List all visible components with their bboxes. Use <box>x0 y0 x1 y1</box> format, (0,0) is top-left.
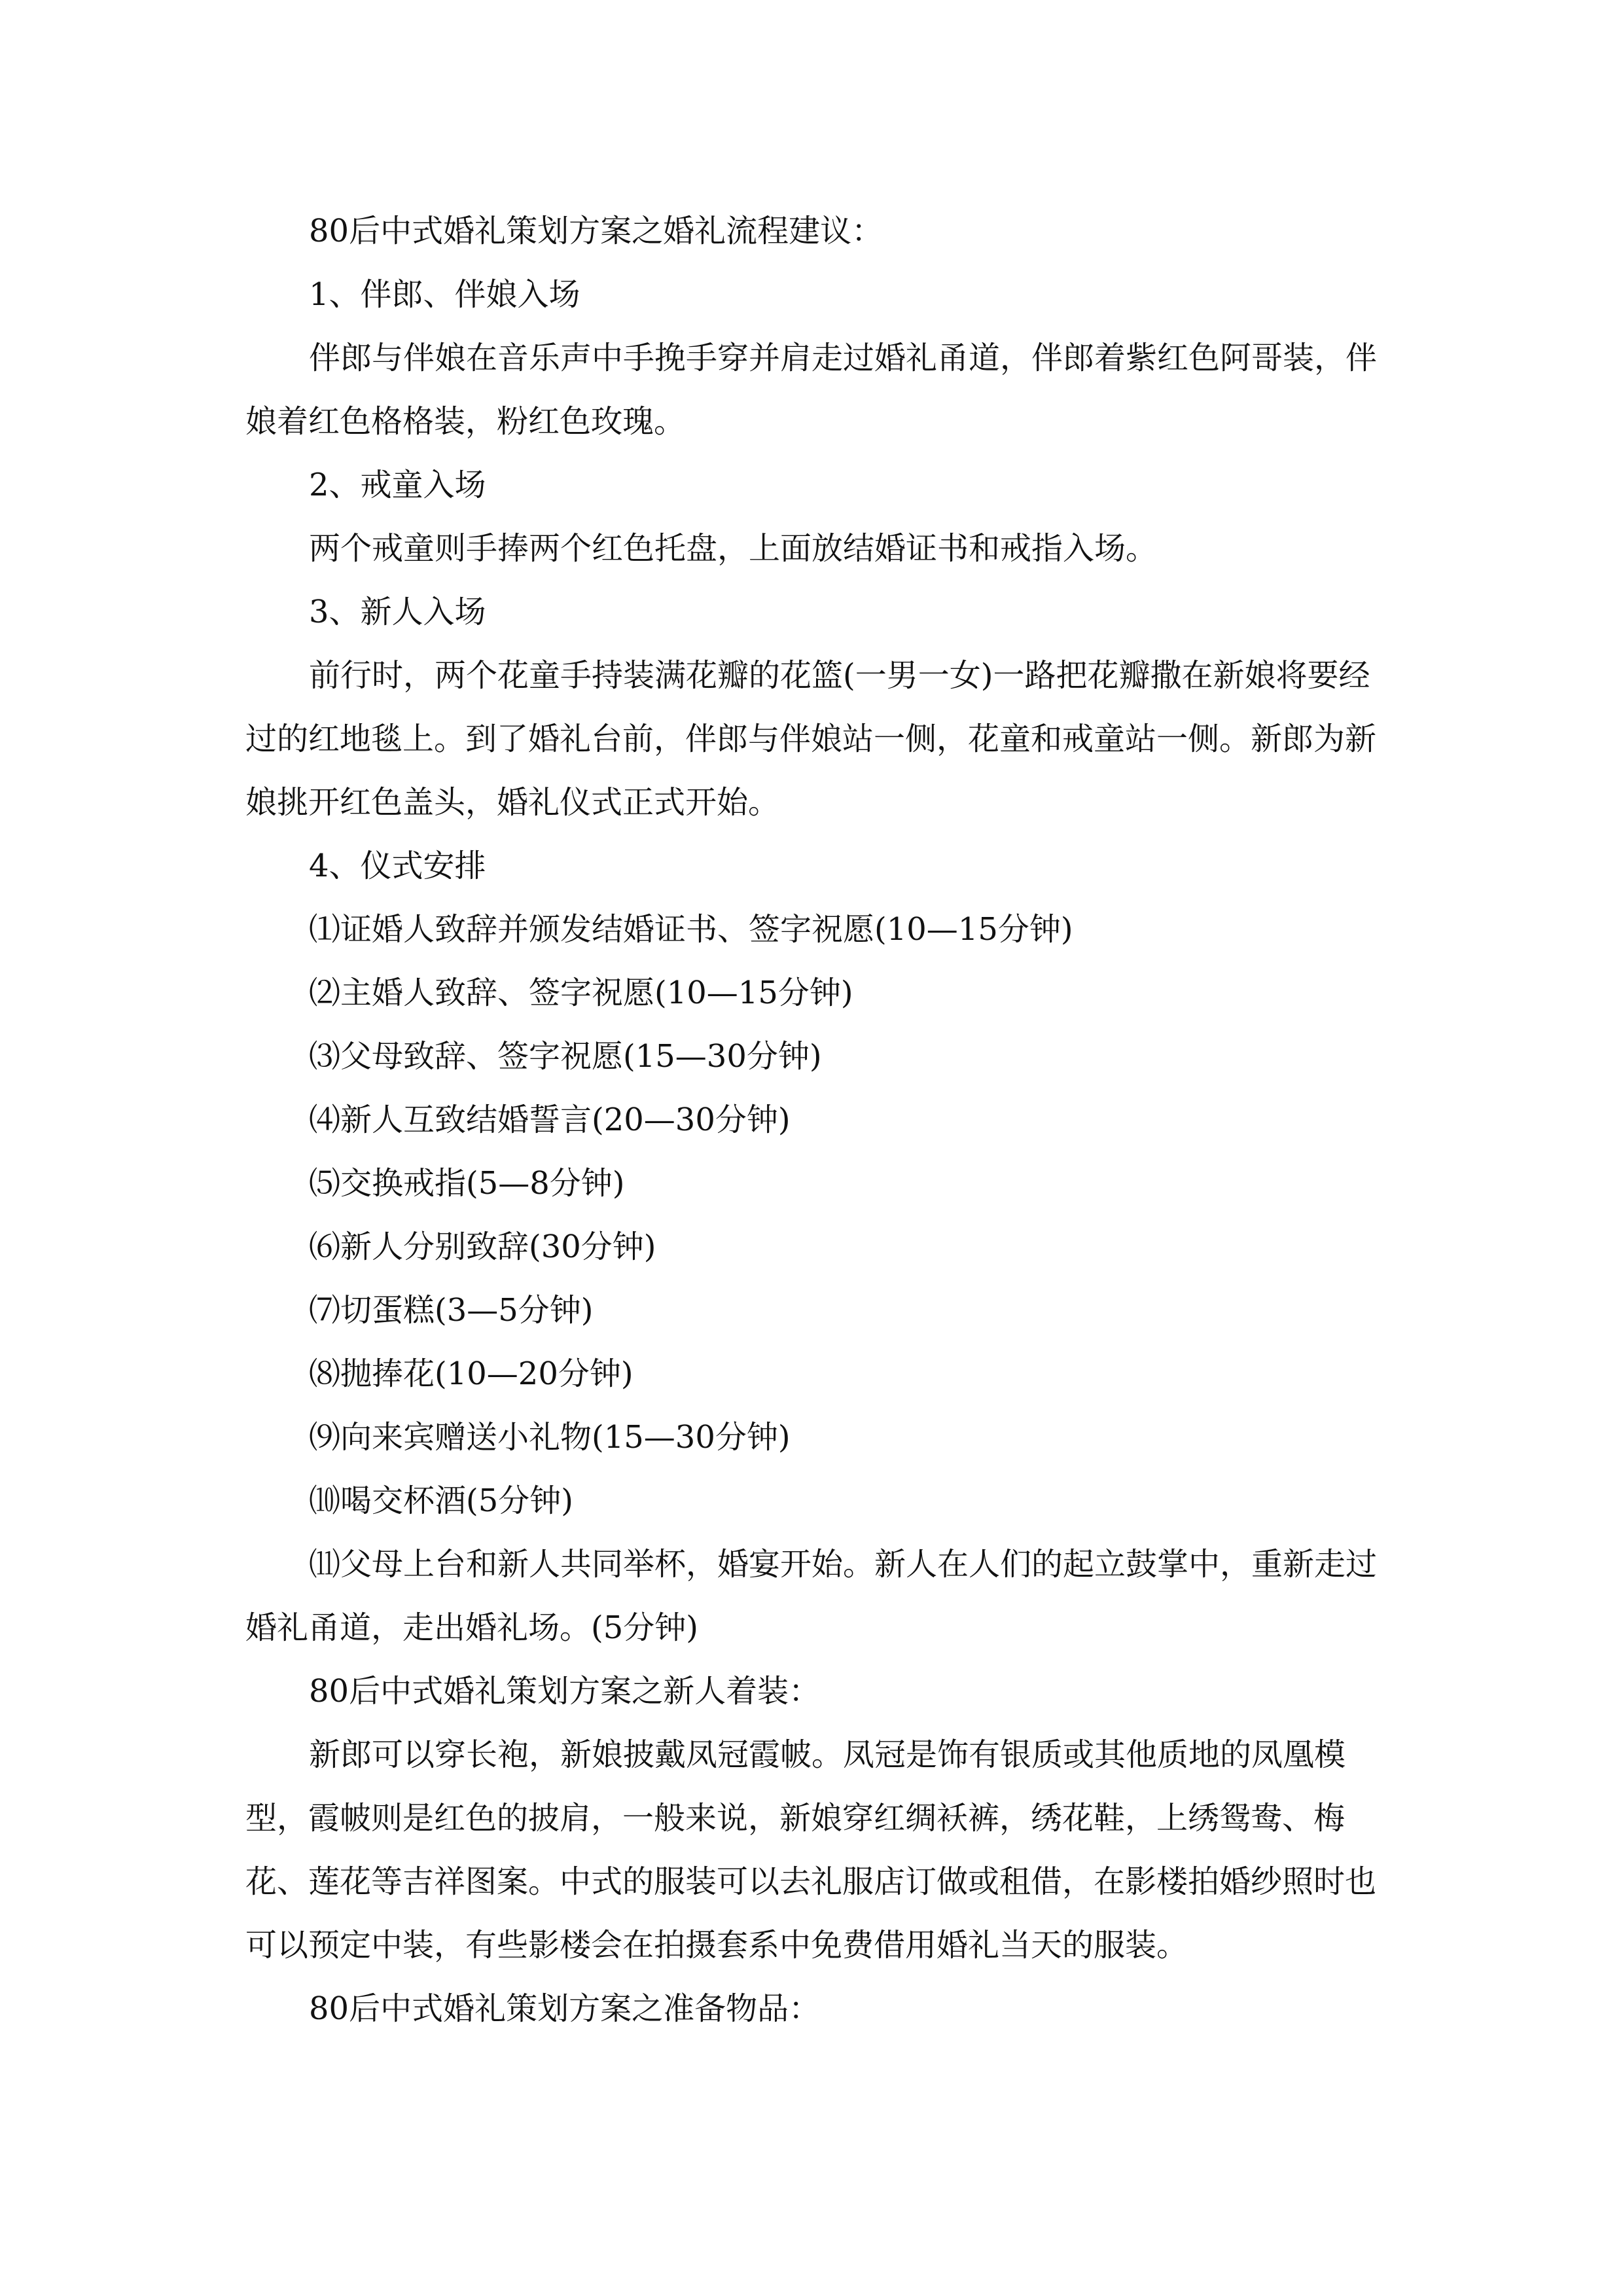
list-item: ⑻抛捧花(10—20分钟) <box>309 1355 633 1392</box>
paragraph-attire: 新郎可以穿长袍，新娘披戴凤冠霞帔。凤冠是饰有银质或其他质地的凤凰模型，霞帔则是红色的披肩，一般来说，新娘穿红绸袄裤，绣花鞋，上绣鸳鸯、梅花、莲花等吉祥图案。中式的服装可以去礼服店订做或租借，在影楼拍婚纱照时也可以预定中装，有些影楼会在拍摄套系中免费借用婚礼当天的服装。 <box>245 1736 1377 1964</box>
list-item: ⑸交换戒指(5—8分钟) <box>309 1165 625 1202</box>
list-item: ⑴证婚人致辞并颁发结婚证书、签字祝愿(10—15分钟) <box>309 911 1073 948</box>
step-heading-3: 3、新人入场 <box>309 594 486 630</box>
list-item: ⑹新人分别致辞(30分钟) <box>309 1229 656 1265</box>
list-item: ⑾父母上台和新人共同举杯，婚宴开始。新人在人们的起立鼓掌中，重新走过婚礼甬道，走出婚礼场。(5分钟) <box>245 1546 1378 1646</box>
list-item: ⑶父母致辞、签字祝愿(15—30分钟) <box>309 1038 822 1075</box>
list-item: ⑷新人互致结婚誓言(20—30分钟) <box>309 1102 791 1138</box>
list-item: ⑵主婚人致辞、签字祝愿(10—15分钟) <box>309 975 853 1011</box>
step-heading-2: 2、戒童入场 <box>309 467 486 503</box>
list-item: ⑼向来宾赠送小礼物(15—30分钟) <box>309 1419 791 1456</box>
paragraph-groomsmen-bridesmaids: 伴郎与伴娘在音乐声中手挽手穿并肩走过婚礼甬道，伴郎着紫红色阿哥装，伴娘着红色格格装，粉红色玫瑰。 <box>245 340 1378 440</box>
step-heading-1: 1、伴郎、伴娘入场 <box>309 276 580 313</box>
section-heading-attire: 80后中式婚礼策划方案之新人着装： <box>309 1673 821 1710</box>
step-heading-4: 4、仪式安排 <box>309 848 486 884</box>
list-item: ⑽喝交杯酒(5分钟) <box>309 1482 573 1519</box>
paragraph-couple-entrance: 前行时，两个花童手持装满花瓣的花篮(一男一女)一路把花瓣撒在新娘将要经过的红地毯上。到了婚礼台前，伴郎与伴娘站一侧，花童和戒童站一侧。新郎为新娘挑开红色盖头，婚礼仪式正式开始。 <box>245 657 1377 821</box>
section-heading-preparation: 80后中式婚礼策划方案之准备物品： <box>309 1990 821 2027</box>
list-item: ⑺切蛋糕(3—5分钟) <box>309 1292 594 1329</box>
section-heading-ceremony-flow: 80后中式婚礼策划方案之婚礼流程建议： <box>309 213 883 249</box>
document-body <box>245 200 1381 2041</box>
paragraph-ring-bearers: 两个戒童则手捧两个红色托盘，上面放结婚证书和戒指入场。 <box>309 530 1158 567</box>
